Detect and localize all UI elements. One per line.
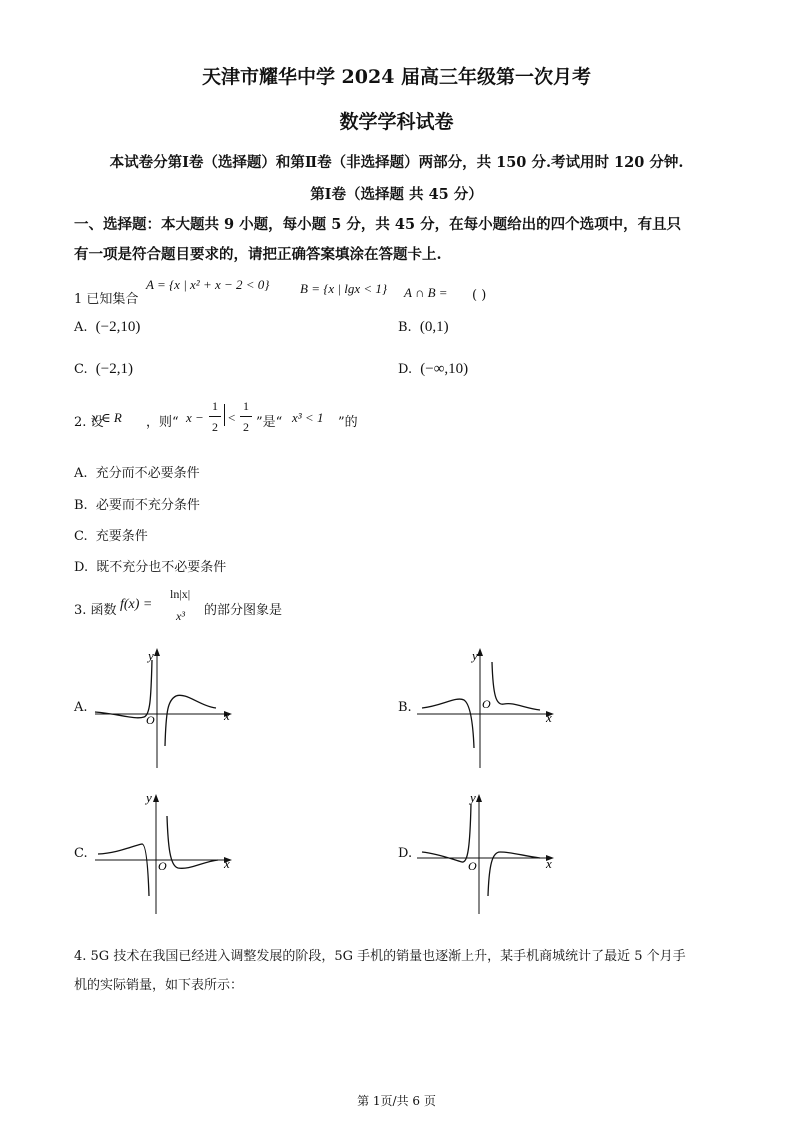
option-value: 既不充分也不必要条件 [96, 560, 227, 575]
q3-graph-a[interactable] [90, 640, 240, 772]
page-footer: 第 1页/共 6 页 [357, 1094, 436, 1108]
origin-label: O [482, 697, 491, 711]
option-value: (−∞,10) [420, 361, 469, 377]
q3-graph-d-label[interactable]: D. [398, 846, 413, 861]
q4-line2: 机的实际销量，如下表所示： [74, 978, 244, 993]
q2-mid2: ”是“ [256, 415, 283, 430]
q3-denominator: x³ [176, 609, 185, 623]
q1-answer-paren: ( ) [472, 288, 487, 303]
q3-graph-b-label[interactable]: B. [398, 700, 412, 715]
q3-numerator: ln|x| [170, 587, 191, 601]
axis-y-label: y [472, 648, 478, 663]
q3-prefix: 3. 函数 [74, 603, 117, 618]
option-label: B. [74, 498, 88, 513]
exam-title: 天津市耀华中学 2024 届高三年级第一次月考 [201, 66, 592, 88]
q3-graph-a-label[interactable]: A. [74, 700, 88, 715]
q2-half-den-2: 2 [243, 420, 249, 434]
q1-option-d[interactable] [398, 361, 468, 378]
q3-suffix: 的部分图象是 [204, 603, 283, 618]
q2-mid1: ，则“ [146, 415, 179, 430]
q2-half-den-1: 2 [212, 420, 218, 434]
q1-option-c[interactable] [74, 361, 133, 378]
axis-x-label: x [224, 708, 230, 723]
option-label: A. [74, 466, 88, 481]
option-value: (0,1) [419, 319, 449, 335]
abs-bar [224, 404, 225, 426]
origin-label: O [146, 713, 155, 727]
q1-set-b: B = {x | lgx < 1} [300, 281, 388, 296]
q2-half-num-2: 1 [243, 399, 249, 413]
axis-x-label: x [546, 856, 552, 871]
part-heading: 第Ⅰ卷（选择题 共 45 分） [310, 186, 483, 203]
option-value: (−2,1) [95, 361, 133, 377]
origin-label: O [468, 859, 477, 873]
q2-half-num-1: 1 [212, 399, 218, 413]
option-label: D. [398, 362, 413, 377]
axis-y-label: y [470, 790, 476, 805]
option-value: (−2,10) [95, 319, 141, 335]
q2-prefix: 2. 设 [74, 415, 104, 430]
q1-prefix: 1 已知集合 [74, 292, 139, 307]
q2-cond1-left: x − [186, 410, 204, 425]
option-label: B. [398, 320, 412, 335]
q1-set-a: A = {x | x² + x − 2 < 0} [146, 277, 270, 292]
q2-cond2: x³ < 1 [292, 410, 324, 425]
axis-x-label: x [224, 856, 230, 871]
q3-graph-b[interactable] [412, 640, 562, 772]
q3-graph-d[interactable] [412, 786, 562, 918]
q1-ask: A ∩ B = [404, 285, 448, 300]
q2-option-b[interactable] [74, 494, 200, 513]
option-label: A. [74, 320, 88, 335]
fraction-bar [240, 416, 252, 417]
origin-label: O [158, 859, 167, 873]
q3-func: f(x) = [120, 597, 153, 612]
q2-end: ”的 [338, 415, 358, 430]
q2-var: x ∈ R [92, 410, 122, 425]
option-label: C. [74, 362, 88, 377]
option-value: 必要而不充分条件 [95, 498, 200, 513]
option-value: 充要条件 [95, 529, 148, 544]
section-instructions-line2: 有一项是符合题目要求的，请把正确答案填涂在答题卡上. [74, 246, 442, 263]
axis-y-label: y [146, 790, 152, 805]
fraction-bar [209, 416, 221, 417]
q2-option-d[interactable] [74, 556, 226, 575]
q2-option-c[interactable] [74, 525, 148, 544]
exam-subtitle: 数学学科试卷 [339, 111, 454, 133]
q3-graph-c[interactable] [90, 786, 240, 918]
q3-graph-c-label[interactable]: C. [74, 846, 88, 861]
q4-line1: 4. 5G 技术在我国已经进入调整发展的阶段，5G 手机的销量也逐渐上升，某手机商城统计了最近 5 个月手 [74, 949, 686, 964]
axis-y-label: y [148, 648, 154, 663]
axis-x-label: x [546, 710, 552, 725]
option-value: 充分而不必要条件 [95, 466, 200, 481]
exam-intro: 本试卷分第Ⅰ卷（选择题）和第Ⅱ卷（非选择题）两部分，共 150 分.考试用时 120 分钟. [109, 154, 684, 171]
section-instructions-line1: 一、选择题：本大题共 9 小题，每小题 5 分，共 45 分，在每小题给出的四个选项中，有且只 [74, 216, 682, 233]
q1-option-b[interactable] [398, 319, 449, 336]
option-label: D. [74, 560, 89, 575]
option-label: C. [74, 529, 88, 544]
q2-cond1-right: < [228, 410, 236, 425]
q2-option-a[interactable] [74, 462, 200, 481]
q1-option-a[interactable] [74, 319, 140, 336]
